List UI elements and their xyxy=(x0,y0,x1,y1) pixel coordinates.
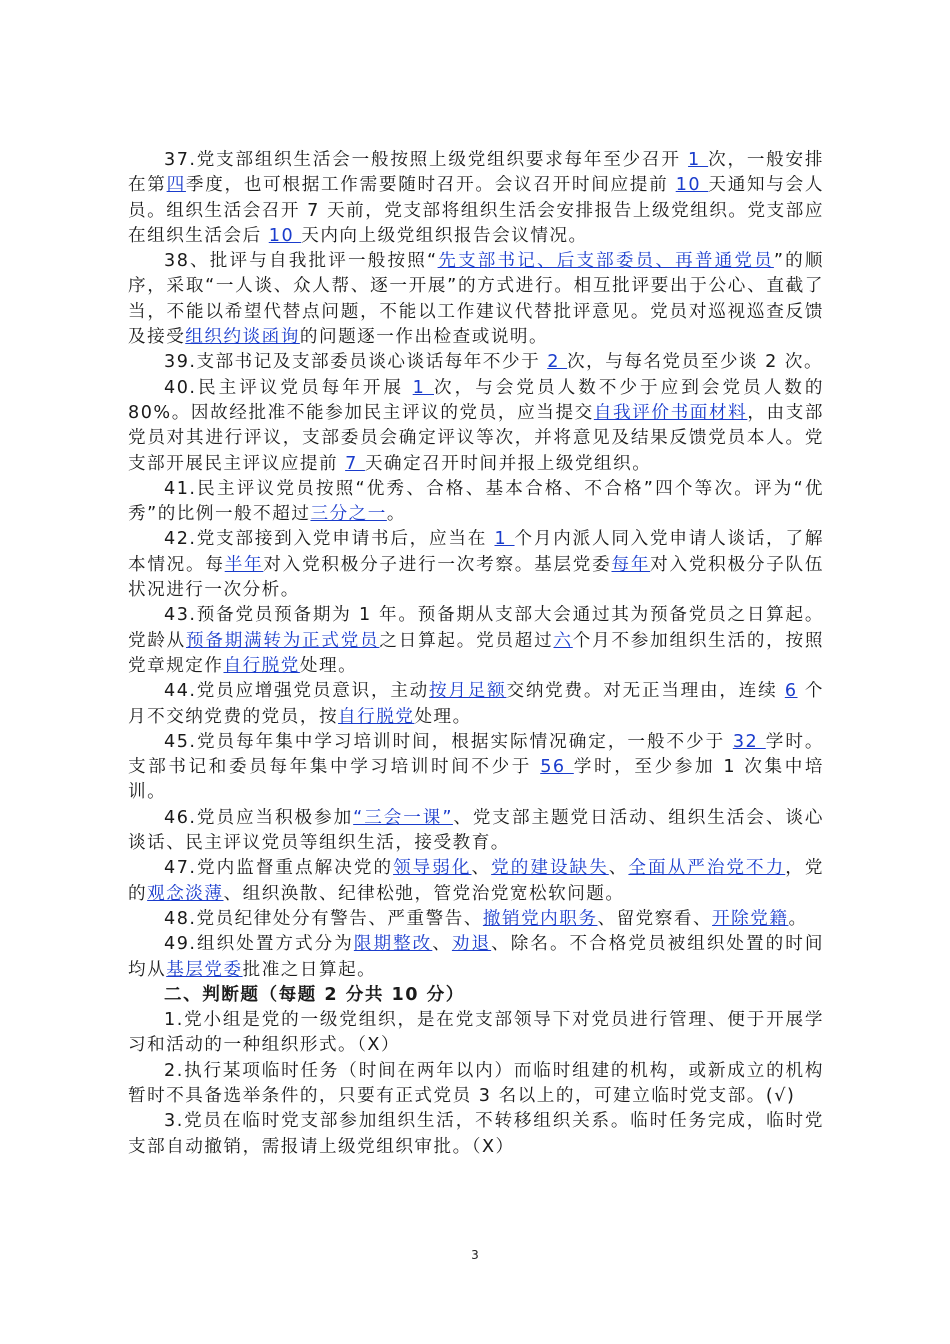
question-paragraph xyxy=(128,907,824,932)
text-run: 45.党员每年集中学习培训时间，根据实际情况确定，一般不少于 xyxy=(164,731,733,752)
answer-blank: 按月足额 xyxy=(429,681,507,702)
text-run: 。 xyxy=(788,908,808,929)
text-run: 学时，至少参加 1 次集中培训。 xyxy=(128,757,824,803)
question-paragraph xyxy=(128,350,824,375)
answer-blank: 10 xyxy=(268,225,302,246)
text-run: 44.党员应增强党员意识，主动 xyxy=(164,681,430,702)
text-run: 、留党察看、 xyxy=(597,908,713,929)
text-run: ”的顺序，采取“一人谈、众人帮、逐一开展”的方式进行。相互批评要出于公心、直截了当，不能以希望代替点问题，不能以工作建议代替批评意见。党员对巡视巡查反馈及接受 xyxy=(128,251,824,348)
text-run: 2.执行某项临时任务（时间在两年以内）而临时组建的机构，或新成立的机构暂时不具备选举条件的，只要有正式党员 3 名以上的，可建立临时党支部。(√) xyxy=(128,1060,824,1106)
text-run: 3.党员在临时党支部参加组织生活，不转移组织关系。临时任务完成，临时党支部自动撤销，需报请上级党组织审批。（X） xyxy=(128,1111,824,1157)
answer-blank: 撤销党内职务 xyxy=(482,908,598,929)
answer-blank: 1 xyxy=(494,529,515,550)
text-run: 1.党小组是党的一级党组织，是在党支部领导下对党员进行管理、便于开展学习和活动的一种组织形式。（X） xyxy=(128,1010,824,1056)
text-run: 43.预备党员预备期为 1 年。预备期从支部大会通过其为预备党员之日算起。党龄从 xyxy=(128,605,824,651)
text-run: 天内向上级党组织报告会议情况。 xyxy=(301,225,588,246)
text-run: 天确定召开时间并报上级党组织。 xyxy=(364,453,652,474)
answer-blank: 2 xyxy=(547,352,568,373)
answer-blank: 每年 xyxy=(611,554,651,575)
text-run: 、 xyxy=(471,858,492,879)
text-run: ，由支部党员对其进行评议，支部委员会确定评议等次，并将意见及结果反馈党员本人。党支部开展民主评议应提前 xyxy=(128,402,824,474)
answer-blank: 党的建设缺失 xyxy=(491,858,609,879)
answer-blank: 三分之一 xyxy=(310,504,387,525)
document-body xyxy=(128,148,824,1160)
answer-blank: 限期整改 xyxy=(353,934,433,955)
answer-blank: “三会一课” xyxy=(353,807,453,828)
question-paragraph xyxy=(128,806,824,857)
answer-blank: 六 xyxy=(553,630,573,651)
answer-blank: 基层党委 xyxy=(166,959,243,980)
answer-blank: 领导弱化 xyxy=(393,858,472,879)
text-run: 二、判断题（每题 2 分共 10 分） xyxy=(164,984,465,1005)
answer-blank: 开除党籍 xyxy=(712,908,789,929)
answer-blank: 四 xyxy=(166,175,186,196)
question-paragraph xyxy=(128,376,824,477)
question-paragraph xyxy=(128,1109,824,1160)
text-run: 天通知与会人员。组织生活会召开 7 天前，党支部将组织生活会安排报告上级党组织。党支部应在组织生活会后 xyxy=(128,175,824,246)
text-run: 、组织涣散、纪律松弛，管党治党宽松软问题。 xyxy=(223,883,625,904)
text-run: 处理。 xyxy=(414,706,472,727)
text-run: 次，与会党员人数不少于应到会党员人数的 80%。因故经批准不能参加民主评议的党员，应当提交 xyxy=(128,377,824,423)
text-run: 的问题逐一作出检查或说明。 xyxy=(299,327,549,348)
question-paragraph xyxy=(128,932,824,983)
question-paragraph xyxy=(128,1059,824,1110)
answer-blank: 先支部书记、后支部委员、再普通党员 xyxy=(437,251,774,272)
question-paragraph xyxy=(128,477,824,528)
answer-blank: 32 xyxy=(732,731,766,752)
text-run: 。 xyxy=(386,504,406,525)
text-run: 42.党支部接到入党申请书后，应当在 xyxy=(164,529,495,550)
answer-blank: 自行脱党 xyxy=(338,706,415,727)
text-run: 季度，也可根据工作需要随时召开。会议召开时间应提前 xyxy=(185,175,676,196)
answer-blank: 1 xyxy=(688,150,709,170)
page-number: 3 xyxy=(471,1248,479,1262)
text-run: 次，与每名党员至少谈 2 次。 xyxy=(567,352,824,373)
text-run: 交纳党费。对无正当理由，连续 xyxy=(506,681,785,702)
text-run: 个月不参加组织生活的，按照党章规定作 xyxy=(128,630,824,676)
text-run: 对入党积极分子进行一次考察。基层党委 xyxy=(263,554,612,575)
answer-blank: 自我评价书面材料 xyxy=(593,402,748,423)
text-run: 39.支部书记及支部委员谈心谈话每年不少于 xyxy=(164,352,548,373)
answer-blank: 观念淡薄 xyxy=(147,883,224,904)
question-paragraph xyxy=(128,249,824,350)
answer-blank: 1 xyxy=(412,377,434,398)
answer-blank: 自行脱党 xyxy=(223,655,300,676)
text-run: 38、批评与自我批评一般按照“ xyxy=(164,251,438,272)
answer-blank: 组织约谈函询 xyxy=(185,327,300,348)
text-run: 49.组织处置方式分为 xyxy=(164,934,354,955)
answer-blank: 56 xyxy=(540,757,574,778)
question-paragraph xyxy=(128,730,824,806)
answer-blank: 6 xyxy=(784,681,798,702)
text-run: 、 xyxy=(608,858,629,879)
question-paragraph xyxy=(128,603,824,679)
text-run: 个月不交纳党费的党员，按 xyxy=(128,681,824,727)
text-run: 46.党员应当积极参加 xyxy=(164,807,354,828)
answer-blank: 10 xyxy=(675,175,709,196)
section-heading xyxy=(128,983,824,1008)
text-run: 处理。 xyxy=(299,655,358,676)
answer-blank: 劝退 xyxy=(451,934,492,955)
question-paragraph xyxy=(128,148,824,249)
question-paragraph xyxy=(128,856,824,907)
answer-blank: 7 xyxy=(345,453,365,474)
text-run: 47.党内监督重点解决党的 xyxy=(164,858,394,879)
question-paragraph xyxy=(128,679,824,730)
text-run: 之日算起。党员超过 xyxy=(379,630,554,651)
text-run: 、除名。不合格党员被组织处置的时间均从 xyxy=(128,934,824,980)
text-run: 学时。支部书记和委员每年集中学习培训时间不少于 xyxy=(128,731,824,778)
text-run: 48.党员纪律处分有警告、严重警告、 xyxy=(164,908,483,929)
text-run: 40.民主评议党员每年开展 xyxy=(164,377,413,398)
text-run: 41.民主评议党员按照“优秀、合格、基本合格、不合格”四个等次。评为“优秀”的比例一般不超过 xyxy=(128,478,824,525)
answer-blank: 预备期满转为正式党员 xyxy=(186,630,380,651)
text-run: 、党支部主题党日活动、组织生活会、谈心谈话、民主评议党员等组织生活，接受教育。 xyxy=(128,807,824,854)
text-run: ，党的 xyxy=(128,858,824,904)
question-paragraph xyxy=(128,527,824,603)
question-paragraph xyxy=(128,1008,824,1059)
text-run: 次，一般安排在第 xyxy=(128,150,824,196)
text-run: 37.党支部组织生活会一般按照上级党组织要求每年至少召开 xyxy=(164,150,689,170)
text-run: 、 xyxy=(432,934,452,955)
text-run: 对入党积极分子队伍状况进行一次分析。 xyxy=(128,554,824,601)
answer-blank: 全面从严治党不力 xyxy=(628,858,786,879)
text-run: 批准之日算起。 xyxy=(242,959,377,980)
text-run: 个月内派人同入党申请人谈话，了解本情况。每 xyxy=(128,529,824,575)
answer-blank: 半年 xyxy=(224,554,264,575)
